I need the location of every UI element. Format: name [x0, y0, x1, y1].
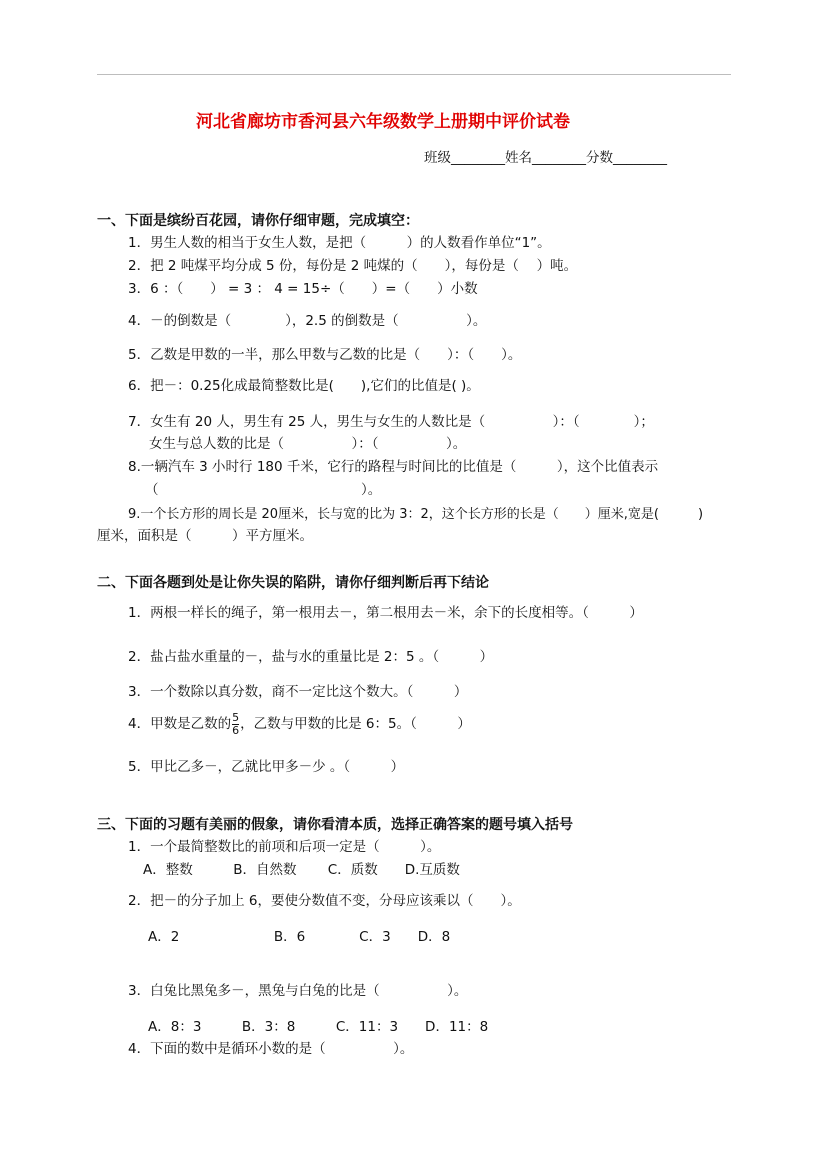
s3-question-3-options: A．8：3 B．3：8 C．11：3 D．11：8 — [148, 1019, 489, 1035]
s3-question-2-options: A．2 B．6 C．3 D．8 — [148, 929, 451, 945]
s3-question-1: 1．一个最简整数比的前项和后项一定是（ ）。 — [128, 839, 441, 855]
s1-question-3: 3．6 ：（ ） = 3 ： 4 = 15÷（ ）=（ ）小数 — [128, 281, 478, 297]
s1-question-8-line1: 8.一辆汽车 3 小时行 180 千米，它行的路程与时间比的比值是（ ），这个比值表示 — [128, 459, 659, 475]
s2-question-4 — [128, 712, 471, 736]
s1-question-6: 6．把－：0.25化成最简整数比是( ),它们的比值是( )。 — [128, 378, 480, 394]
s1-question-1: 1．男生人数的相当于女生人数，是把（ ）的人数看作单位“1”。 — [128, 235, 551, 251]
s1-question-9-line1: 9.一个长方形的周长是 20厘米，长与宽的比为 3：2，这个长方形的长是（ ）厘米,宽是( ) — [128, 507, 704, 522]
fraction-five-sixths — [232, 712, 239, 736]
s2-q4-prefix: 4．甲数是乙数的 — [128, 716, 232, 733]
s1-question-5: 5．乙数是甲数的一半，那么甲数与乙数的比是（ ）：（ ）。 — [128, 347, 522, 363]
page-title: 河北省廊坊市香河县六年级数学上册期中评价试卷 — [196, 112, 570, 132]
s1-question-2: 2．把 2 吨煤平均分成 5 份，每份是 2 吨煤的（ ），每份是（ ）吨。 — [128, 258, 578, 274]
s1-question-8-line2: （ ）。 — [145, 482, 382, 498]
s1-question-9-line2: 厘米，面积是（ ）平方厘米。 — [97, 528, 313, 544]
s1-question-7-line1: 7．女生有 20 人，男生有 25 人，男生与女生的人数比是（ ）：（ ）； — [128, 414, 654, 430]
s2-question-2: 2．盐占盐水重量的－，盐与水的重量比是 2：5 。（ ） — [128, 649, 494, 665]
s3-question-2: 2．把－的分子加上 6，要使分数值不变，分母应该乘以（ ）。 — [128, 893, 521, 909]
s1-question-4: 4．－的倒数是（ ），2.5 的倒数是（ ）。 — [128, 313, 487, 329]
s2-question-3: 3．一个数除以真分数，商不一定比这个数大。（ ） — [128, 684, 468, 700]
fraction-denominator: 6 — [232, 723, 240, 737]
student-info-line: 班级________姓名________分数________ — [424, 150, 667, 166]
fraction-numerator: 5 — [232, 711, 240, 724]
section1-heading: 一、下面是缤纷百花园，请你仔细审题，完成填空： — [97, 213, 419, 229]
section3-heading: 三、下面的习题有美丽的假象，请你看清本质，选择正确答案的题号填入括号 — [97, 817, 573, 833]
section2-heading: 二、下面各题到处是让你失误的陷阱，请你仔细判断后再下结论 — [97, 575, 489, 591]
s2-question-1: 1．两根一样长的绳子，第一根用去－，第二根用去－米，余下的长度相等。（ ） — [128, 605, 643, 621]
s2-question-5: 5．甲比乙多－，乙就比甲多－少 。（ ） — [128, 759, 405, 775]
s2-q4-suffix: ，乙数与甲数的比是 6：5。（ ） — [240, 716, 471, 733]
s1-question-7-line2: 女生与总人数的比是（ ）：（ ）。 — [149, 436, 467, 452]
s3-question-4: 4．下面的数中是循环小数的是（ ）。 — [128, 1041, 414, 1057]
s3-question-1-options: A．整数 B．自然数 C．质数 D.互质数 — [143, 862, 460, 878]
s3-question-3: 3．白兔比黑兔多－，黑兔与白兔的比是（ ）。 — [128, 983, 468, 999]
top-rule — [97, 74, 731, 75]
